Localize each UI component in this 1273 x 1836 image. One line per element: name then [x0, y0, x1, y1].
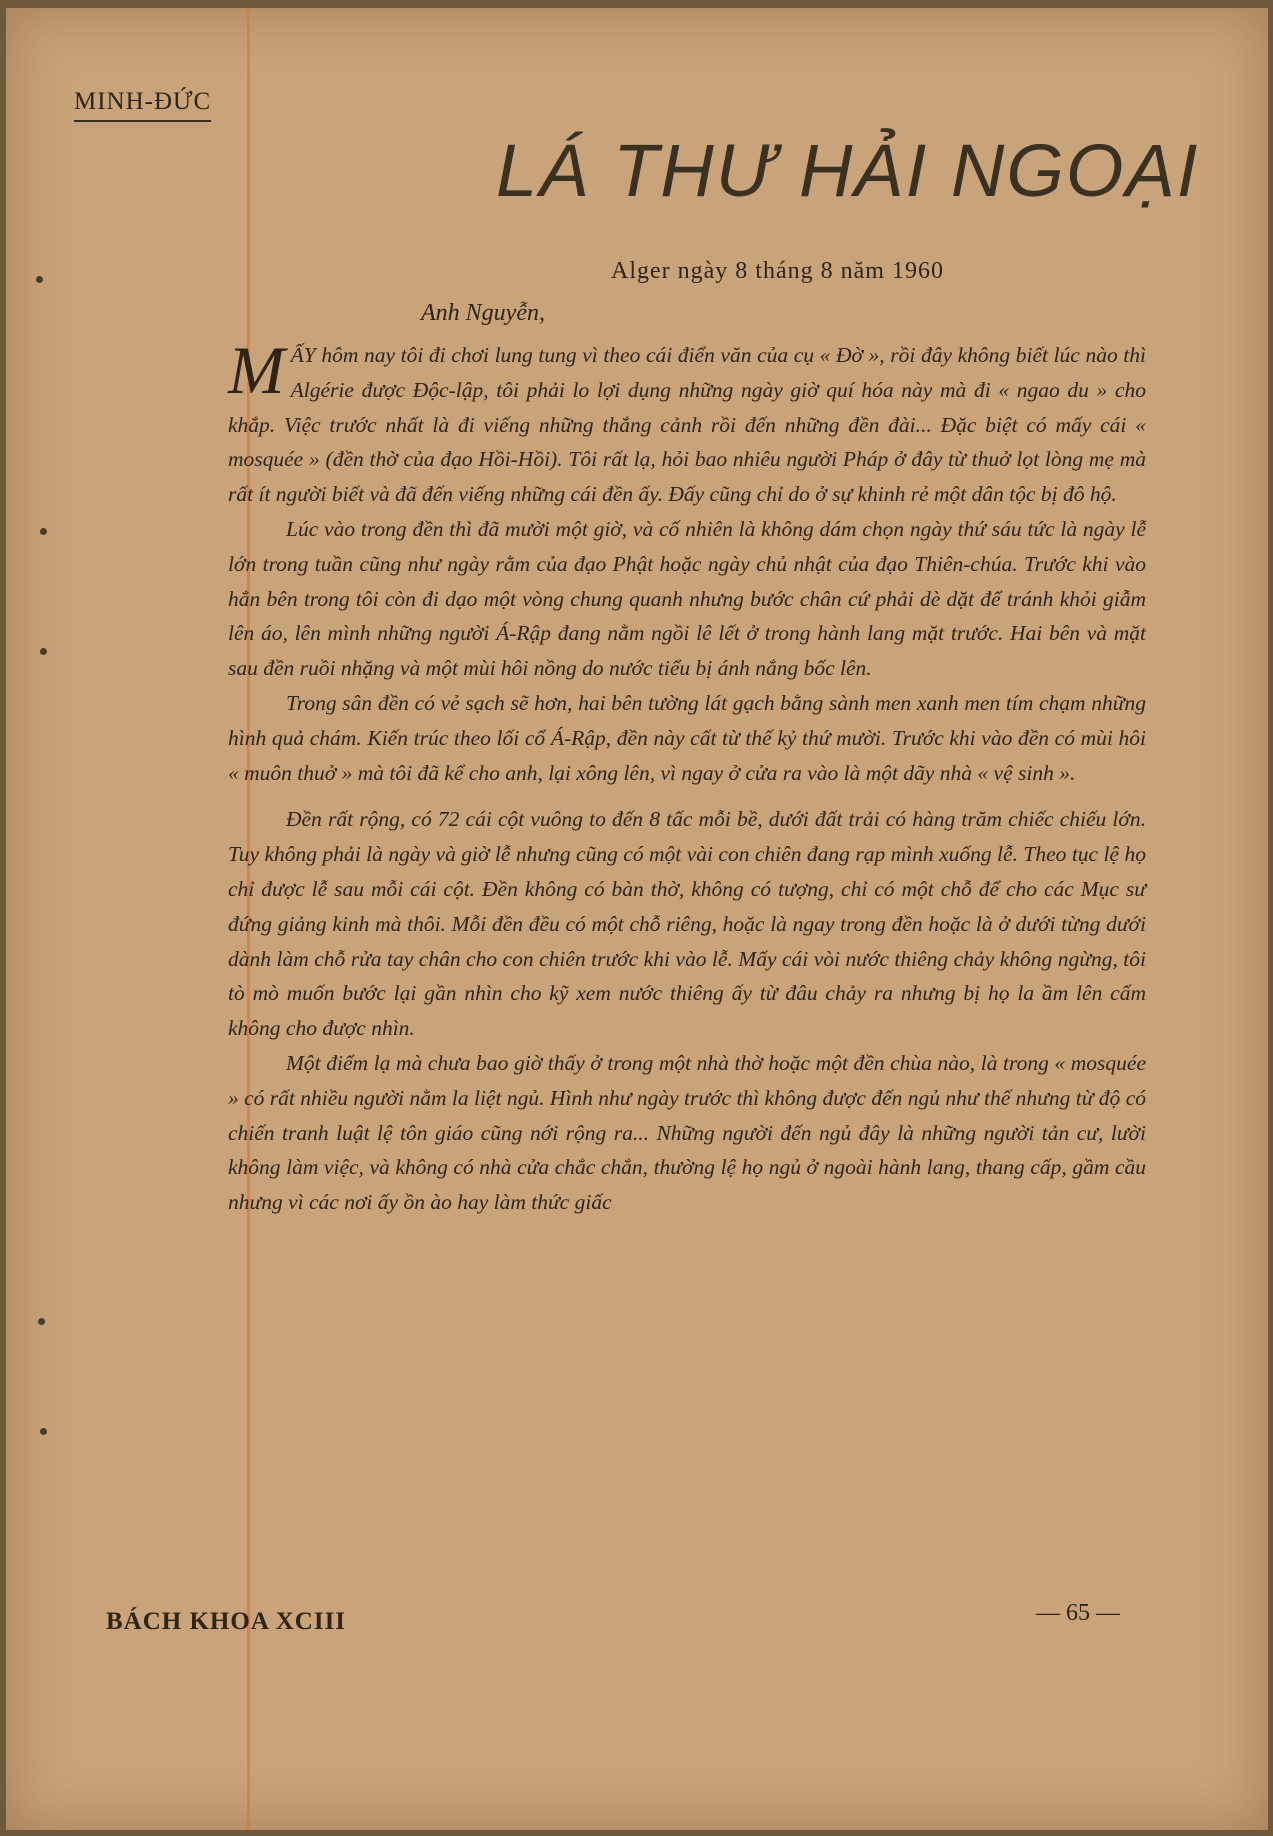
article-title: LÁ THƯ HẢI NGOẠI [496, 129, 1200, 212]
letter-salutation: Anh Nguyễn, [421, 300, 545, 326]
paragraph-5: Một điểm lạ mà chưa bao giờ thấy ở trong một nhà thờ hoặc một đền chùa nào, là trong « mosquée » có rất nhiều người nằm la liệt ngủ. Hình như ngày trước thì không được đến ngủ như thế nhưng từ độ có chiến tranh luật lệ tôn giáo cũng nới rộng ra... Những người đến ngủ đây là những người tản cư, lười không làm việc, và không có nhà cửa chắc chắn, thường lệ họ ngủ ở ngoài hành lang, thang cấp, gầm cầu nhưng vì các nơi ấy ồn ào hay làm thức giấc [228, 1050, 1146, 1215]
paragraph-1 [228, 332, 1146, 512]
paper-speck [40, 528, 47, 535]
page-number: — 65 — [1036, 1600, 1120, 1626]
paragraph-1-text: ẤY hôm nay tôi đi chơi lung tung vì theo cái điển văn của cụ « Đờ », rồi đây không biết lúc nào thì Algérie được Độc-lập, tôi phải lo lợi dụng những ngày giờ quí hóa này mà đi « ngao du » cho khắp. Việc trước nhất là đi viếng những thắng cảnh rồi đến những đền đài... Đặc biệt có mấy cái « mosquée » (đền thờ của đạo Hồi-Hồi). Tôi rất lạ, hỏi bao nhiêu người Pháp ở đây từ thuở lọt lòng mẹ mà rất ít người biết và đã đến viếng những cái đền ấy. Đấy cũng chỉ do ở sự khinh rẻ một dân tộc bị đô hộ. [228, 343, 1146, 507]
paper-speck [40, 1428, 47, 1435]
drop-cap: M [228, 332, 285, 408]
paper-speck [38, 1318, 45, 1325]
letter-dateline: Alger ngày 8 tháng 8 năm 1960 [611, 258, 944, 284]
publication-name: BÁCH KHOA XCIII [106, 1608, 347, 1635]
paragraph-2: Lúc vào trong đền thì đã mười một giờ, và cố nhiên là không dám chọn ngày thứ sáu tức là ngày lễ lớn trong tuần cũng như ngày rằm của đạo Phật hoặc ngày chủ nhật của đạo Thiên-chúa. Trước khi vào hẳn bên trong tôi còn đi dạo một vòng chung quanh nhưng bước chân cứ phải dè dặt để tránh khỏi giẫm lên áo, lên mình những người Á-Rập đang nằm ngồi lê lết ở trong hành lang mặt trước. Hai bên và mặt sau đền ruồi nhặng và một mùi hôi nồng do nước tiểu bị ánh nắng bốc lên. [228, 516, 1146, 681]
letter-body [228, 332, 1146, 1220]
magazine-page [6, 8, 1268, 1830]
paragraph-3: Trong sân đền có vẻ sạch sẽ hơn, hai bên tường lát gạch bằng sành men xanh men tím chạm những hình quả chám. Kiến trúc theo lối cổ Á-Rập, đền này cất từ thế kỷ thứ mười. Trước khi vào đền có mùi hôi « muôn thuở » mà tôi đã kể cho anh, lại xông lên, vì ngay ở cửa ra vào là một dãy nhà « vệ sinh ». [228, 690, 1146, 785]
paper-speck [36, 276, 43, 283]
paper-speck [40, 648, 47, 655]
author-name: MINH-ĐỨC [74, 88, 211, 122]
paragraph-4: Đền rất rộng, có 72 cái cột vuông to đến 8 tấc mỗi bề, dưới đất trải có hàng trăm chiếc chiếu lớn. Tuy không phải là ngày và giờ lễ nhưng cũng có một vài con chiên đang rạp mình xuống lễ. Theo tục lệ họ chỉ được lễ sau mỗi cái cột. Đền không có bàn thờ, không có tượng, chỉ có một chỗ để cho các Mục sư đứng giảng kinh mà thôi. Mỗi đền đều có một chỗ riêng, hoặc là ngay trong đền hoặc là ở dưới từng dưới dành làm chỗ rửa tay chân cho con chiên trước khi vào lễ. Mấy cái vòi nước thiêng chảy không ngừng, tôi tò mò muốn bước lại gần nhìn cho kỹ xem nước thiêng ấy từ đâu chảy ra nhưng bị họ la ầm lên cấm không cho được nhìn. [228, 807, 1146, 1041]
